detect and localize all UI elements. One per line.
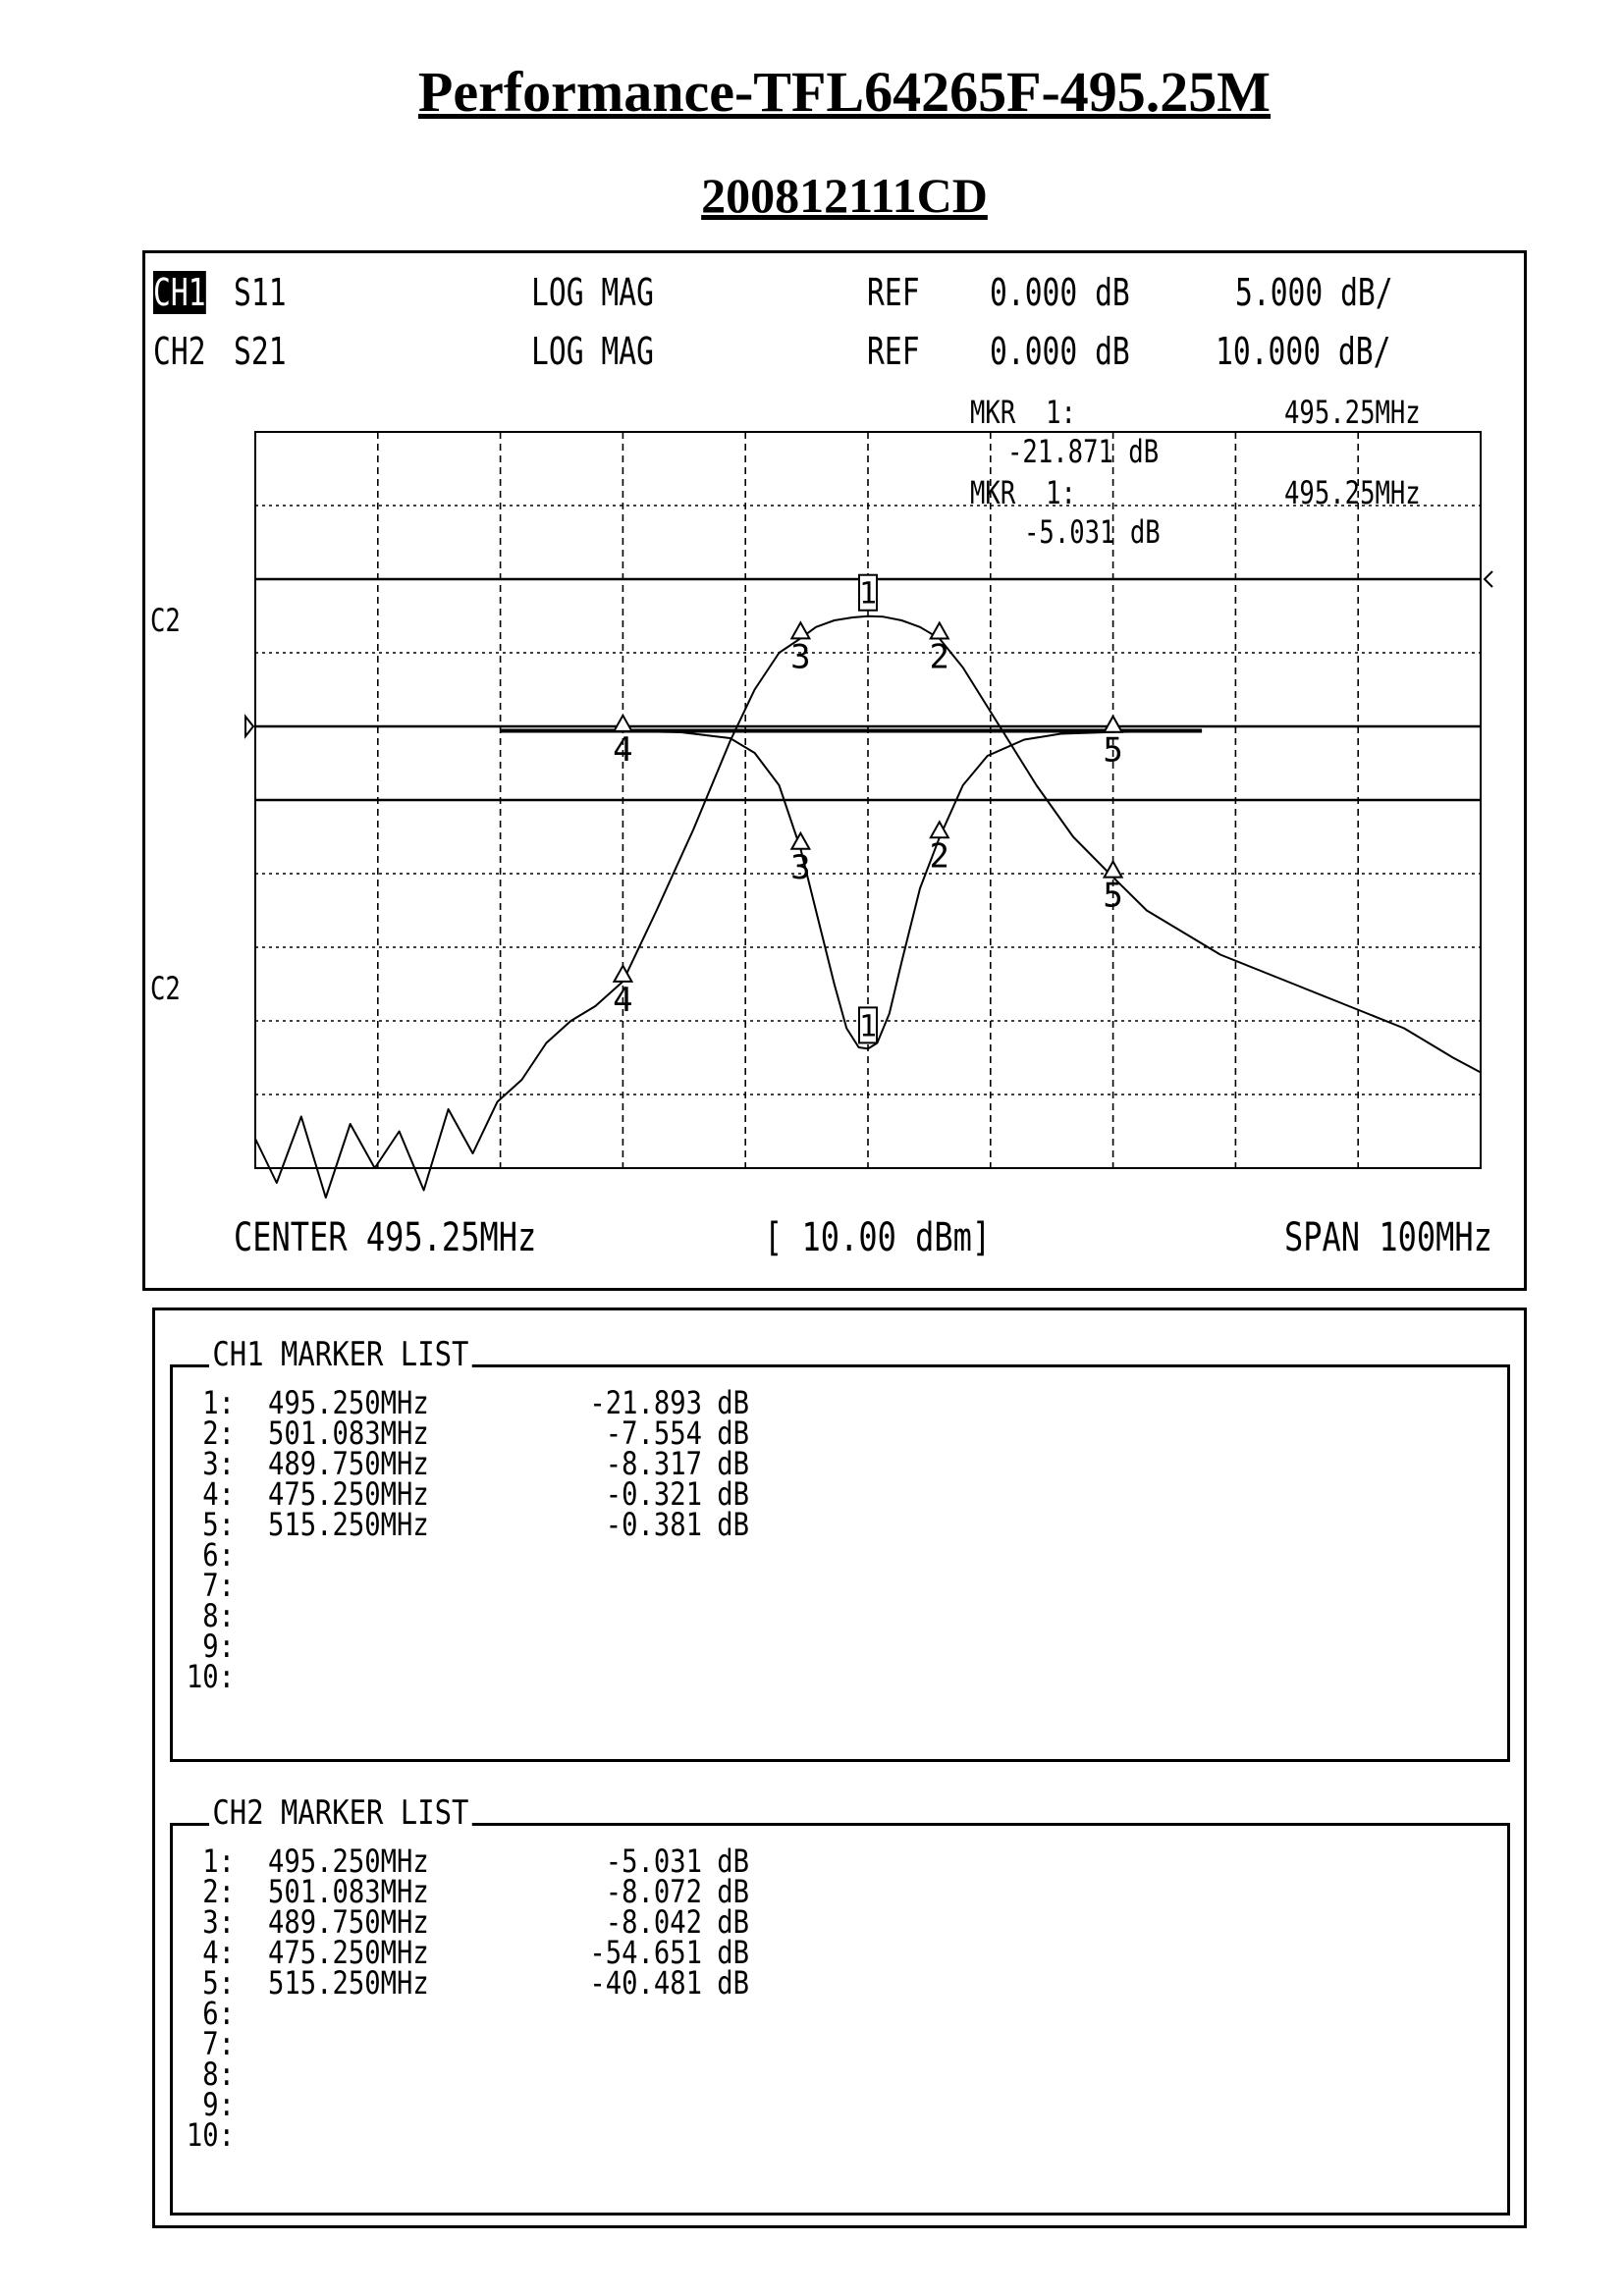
ch2-marker-list	[170, 1823, 1510, 2216]
marker-unit: dB	[717, 1903, 750, 1941]
ch2-ref: 0.000 dB	[990, 330, 1130, 373]
marker-number: 5:	[202, 1506, 235, 1543]
marker-unit: dB	[717, 1506, 750, 1543]
page-title: Performance-TFL64265F-495.25M	[417, 60, 1272, 124]
ch1-scale: 5.000 dB/	[1235, 271, 1393, 314]
marker-value: -5.031	[605, 1842, 702, 1880]
marker-value: -8.317	[605, 1445, 702, 1482]
marker-number: 1:	[202, 1384, 235, 1421]
mkr2-value: -5.031 dB	[1024, 513, 1161, 551]
svg-text:4: 4	[613, 980, 633, 1020]
marker-number: 3:	[202, 1445, 235, 1482]
ch2-marker-list-title: CH2 MARKER LIST	[209, 1793, 472, 1833]
marker-number: 8:	[202, 2056, 235, 2093]
svg-text:5: 5	[1103, 876, 1123, 916]
svg-text:1: 1	[858, 1009, 878, 1044]
marker-number: 3:	[202, 1903, 235, 1941]
marker-list-panel	[152, 1308, 1527, 2228]
marker-list-row	[185, 2025, 717, 2062]
ch2-ref-label: REF	[867, 330, 920, 373]
ref-arrow-right	[1485, 571, 1492, 587]
marker-number: 8:	[202, 1597, 235, 1634]
c2-label-top: C2	[150, 602, 181, 639]
mkr1-label: MKR 1:	[970, 394, 1076, 431]
marker-number: 9:	[202, 2086, 235, 2123]
marker-number: 9:	[202, 1628, 235, 1665]
marker-list-row	[185, 2116, 717, 2154]
s21-marker-3	[790, 622, 810, 676]
marker-list-row	[185, 1567, 717, 1604]
ch1-ref-label: REF	[867, 271, 920, 314]
marker-frequency: 515.250MHz	[268, 1506, 429, 1543]
ch1-ref: 0.000 dB	[990, 271, 1130, 314]
ch1-label: CH1	[153, 271, 206, 314]
marker-frequency: 515.250MHz	[268, 1964, 429, 2002]
marker-list-row	[185, 1628, 717, 1665]
mkr1-value: -21.871 dB	[1007, 433, 1160, 470]
marker-list-row	[185, 1658, 717, 1695]
marker-unit: dB	[717, 1934, 750, 1971]
marker-unit: dB	[717, 1873, 750, 1910]
s11-marker-4	[613, 716, 632, 770]
s21-marker-2	[930, 623, 949, 677]
marker-number: 1:	[202, 1842, 235, 1880]
marker-value: -0.381	[605, 1506, 702, 1543]
source-power: [ 10.00 dBm]	[764, 1215, 992, 1260]
marker-unit: dB	[717, 1475, 750, 1513]
marker-unit: dB	[717, 1384, 750, 1421]
marker-unit: dB	[717, 1445, 750, 1482]
marker-unit: dB	[717, 1415, 750, 1452]
marker-unit: dB	[717, 1964, 750, 2002]
ch2-param: S21	[234, 330, 287, 373]
marker-number: 2:	[202, 1873, 235, 1910]
marker-number: 7:	[202, 2025, 235, 2062]
s21-marker-4	[613, 966, 632, 1020]
marker-value: -8.072	[605, 1873, 702, 1910]
ch2-format: LOG MAG	[531, 330, 654, 373]
svg-text:2: 2	[929, 637, 950, 677]
marker-value: -8.042	[605, 1903, 702, 1941]
marker-frequency: 501.083MHz	[268, 1415, 429, 1452]
ch1-marker-list	[170, 1364, 1510, 1762]
marker-frequency: 489.750MHz	[268, 1445, 429, 1482]
analyzer-screen	[142, 250, 1527, 1291]
marker-frequency: 489.750MHz	[268, 1903, 429, 1941]
marker-list-row	[185, 2086, 717, 2123]
marker-value: -54.651	[589, 1934, 702, 1971]
s21-marker-1	[859, 575, 877, 612]
marker-value: -7.554	[605, 1415, 702, 1452]
marker-list-row	[185, 1536, 717, 1574]
marker-number: 6:	[202, 1995, 235, 2032]
ch1-param: S11	[234, 271, 287, 314]
marker-frequency: 475.250MHz	[268, 1934, 429, 1971]
mkr1-freq: 495.25MHz	[1284, 394, 1421, 431]
marker-number: 6:	[202, 1536, 235, 1574]
c2-label-bottom: C2	[150, 970, 181, 1007]
ch1-format: LOG MAG	[531, 271, 654, 314]
mkr2-freq: 495.25MHz	[1284, 474, 1421, 511]
marker-number: 2:	[202, 1415, 235, 1452]
marker-value: -21.893	[589, 1384, 702, 1421]
marker-frequency: 495.250MHz	[268, 1384, 429, 1421]
s11-marker-5	[1103, 717, 1122, 771]
marker-frequency: 475.250MHz	[268, 1475, 429, 1513]
s11-marker-2	[930, 822, 949, 876]
span-frequency: SPAN 100MHz	[1284, 1215, 1492, 1260]
marker-value: -0.321	[605, 1475, 702, 1513]
s11-marker-1	[859, 1007, 877, 1043]
marker-unit: dB	[717, 1842, 750, 1880]
svg-text:3: 3	[790, 847, 811, 887]
marker-number: 10:	[186, 2116, 235, 2154]
svg-text:3: 3	[790, 637, 811, 677]
marker-list-row	[185, 1597, 717, 1634]
svg-text:2: 2	[929, 836, 950, 877]
marker-frequency: 495.250MHz	[268, 1842, 429, 1880]
svg-text:1: 1	[858, 576, 878, 612]
s11-marker-3	[790, 833, 810, 887]
marker-list-row	[185, 1964, 750, 2002]
center-frequency: CENTER 495.25MHz	[234, 1215, 537, 1260]
marker-number: 4:	[202, 1475, 235, 1513]
trace-s11	[501, 731, 1203, 1049]
trace-plot	[145, 253, 1524, 1288]
marker-list-row	[185, 1995, 717, 2032]
marker-number: 10:	[186, 1658, 235, 1695]
marker-number: 4:	[202, 1934, 235, 1971]
mkr2-label: MKR 1:	[970, 474, 1076, 511]
marker-list-row	[185, 1506, 750, 1543]
ch1-marker-list-title: CH1 MARKER LIST	[209, 1335, 472, 1374]
marker-frequency: 501.083MHz	[268, 1873, 429, 1910]
ref-arrow-left	[245, 717, 253, 736]
marker-number: 7:	[202, 1567, 235, 1604]
ch2-scale: 10.000 dB/	[1216, 330, 1391, 373]
marker-number: 5:	[202, 1964, 235, 2002]
marker-value: -40.481	[589, 1964, 702, 2002]
marker-list-row	[185, 2056, 717, 2093]
svg-text:4: 4	[613, 729, 633, 770]
page-subtitle: 200812111CD	[701, 168, 988, 223]
ch2-label: CH2	[153, 330, 206, 373]
svg-text:5: 5	[1103, 730, 1123, 771]
